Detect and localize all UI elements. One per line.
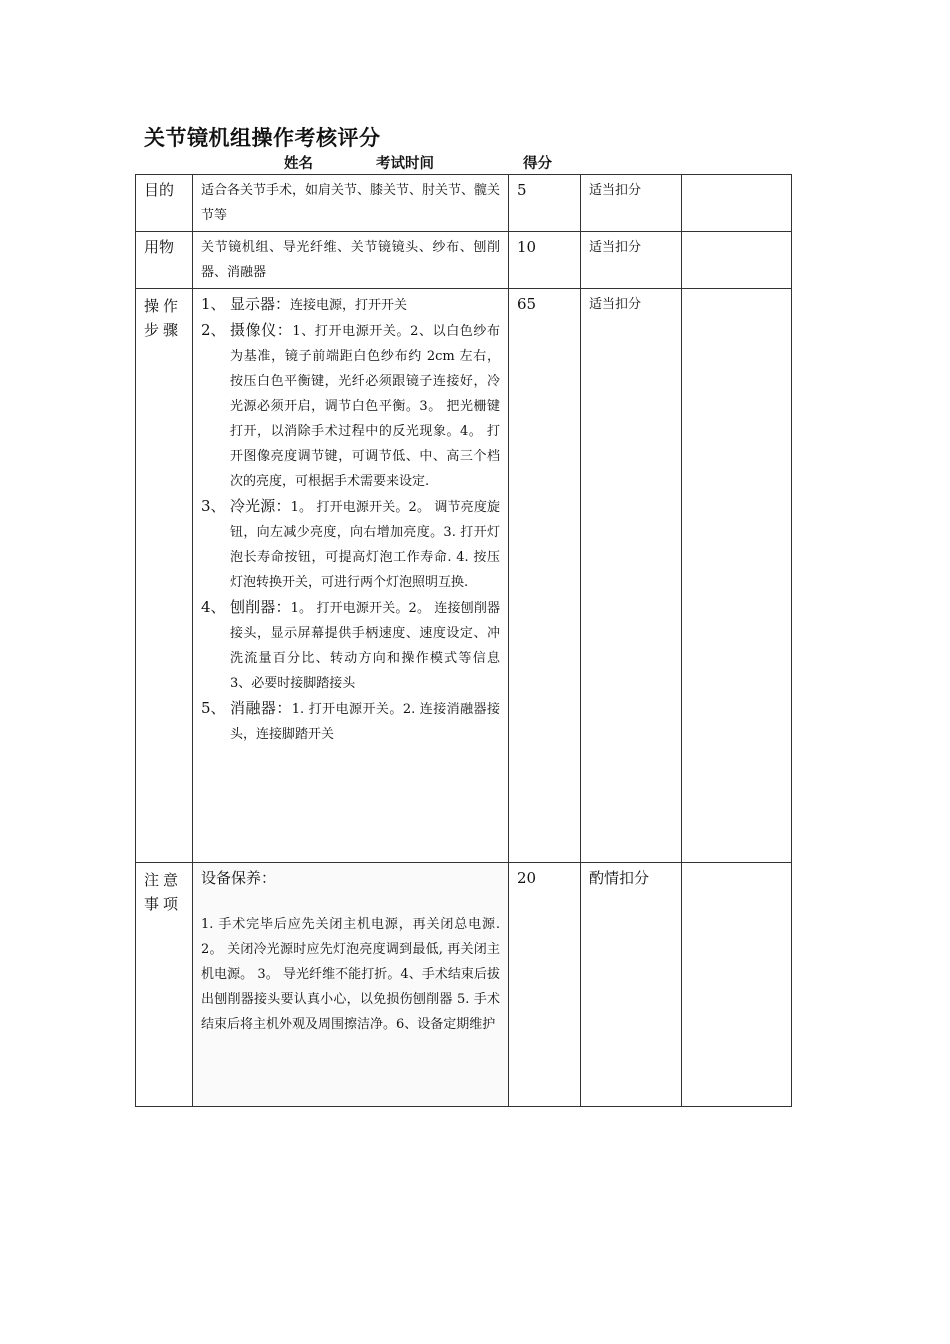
supplies-label: 用物 xyxy=(136,232,193,289)
step-heading: 刨削器： xyxy=(230,598,291,616)
purpose-rule: 适当扣分 xyxy=(581,175,682,232)
purpose-points: 5 xyxy=(509,175,581,232)
steps-label: 操作步骤 xyxy=(136,289,193,863)
step-number: 4、 xyxy=(201,598,226,616)
step-text: 1. 打开电源开关。2. 连接消融器接头，连接脚踏开关 xyxy=(230,702,500,742)
step-heading: 消融器： xyxy=(230,699,292,717)
table-row-steps xyxy=(136,289,792,863)
name-label: 姓名 xyxy=(284,156,313,172)
step-heading: 显示器： xyxy=(230,295,291,313)
steps-points: 65 xyxy=(509,289,581,863)
step-item xyxy=(201,494,500,595)
supplies-points: 10 xyxy=(509,232,581,289)
score-label: 得分 xyxy=(523,156,552,172)
step-item xyxy=(201,696,500,747)
purpose-score-cell[interactable] xyxy=(682,175,792,232)
table-row-supplies xyxy=(136,232,792,289)
steps-content xyxy=(193,289,509,863)
supplies-rule: 适当扣分 xyxy=(581,232,682,289)
supplies-content: 关节镜机组、导光纤维、关节镜镜头、纱布、刨削器、消融器 xyxy=(193,232,509,289)
notes-label: 注意事项 xyxy=(136,863,193,1107)
step-number: 3、 xyxy=(201,497,226,515)
step-number: 1、 xyxy=(201,295,226,313)
steps-rule: 适当扣分 xyxy=(581,289,682,863)
scoring-table xyxy=(135,174,792,1107)
step-item xyxy=(201,292,500,318)
notes-content xyxy=(193,863,509,1107)
notes-rule: 酌情扣分 xyxy=(581,863,682,1107)
page-title: 关节镜机组操作考核评分 xyxy=(144,126,381,150)
step-heading: 冷光源： xyxy=(230,497,291,515)
step-item xyxy=(201,595,500,696)
purpose-label: 目的 xyxy=(136,175,193,232)
step-text: 1、打开电源开关。2、以白色纱布为基准，镜子前端距白色纱布约 2cm 左右，按压白色平衡键，光纤必须跟镜子连接好，冷光源必须开启，调节白色平衡。3。 把光栅键打开，以消除手术过程中的反光现象。4。 打开图像亮度调节键，可调节低、中、高三个档次的亮度，可根据手术需要来设定. xyxy=(230,324,500,489)
purpose-content: 适合各关节手术，如肩关节、膝关节、肘关节、髋关节等 xyxy=(193,175,509,232)
step-text: 1。 打开电源开关。2。 调节亮度旋钮，向左减少亮度，向右增加亮度。3. 打开灯泡长寿命按钮，可提高灯泡工作寿命. 4. 按压灯泡转换开关，可进行两个灯泡照明互换. xyxy=(230,500,500,590)
notes-points: 20 xyxy=(509,863,581,1107)
table-row-purpose xyxy=(136,175,792,232)
step-heading: 摄像仪： xyxy=(230,321,293,339)
exam-time-label: 考试时间 xyxy=(376,156,434,172)
steps-score-cell[interactable] xyxy=(682,289,792,863)
step-number: 2、 xyxy=(201,321,226,339)
table-row-notes xyxy=(136,863,792,1107)
step-number: 5、 xyxy=(201,699,226,717)
step-text: 1。 打开电源开关。2。 连接刨削器接头，显示屏幕提供手柄速度、速度设定、冲洗流量百分比、转动方向和操作模式等信息 3、必要时接脚踏接头 xyxy=(230,601,500,691)
supplies-score-cell[interactable] xyxy=(682,232,792,289)
step-text: 连接电源，打开开关 xyxy=(290,298,408,313)
notes-text: 1. 手术完毕后应先关闭主机电源，再关闭总电源. 2。 关闭冷光源时应先灯泡亮度调到最低, 再关闭主机电源。 3。 导光纤维不能打折。4、手术结束后拔出刨削器接头要认真小心，以免损伤刨削器 5. 手术结束后将主机外观及周围擦洁净。6、设备定期维护 xyxy=(201,917,500,1032)
step-item xyxy=(201,318,500,494)
notes-heading: 设备保养： xyxy=(201,869,277,887)
notes-score-cell[interactable] xyxy=(682,863,792,1107)
